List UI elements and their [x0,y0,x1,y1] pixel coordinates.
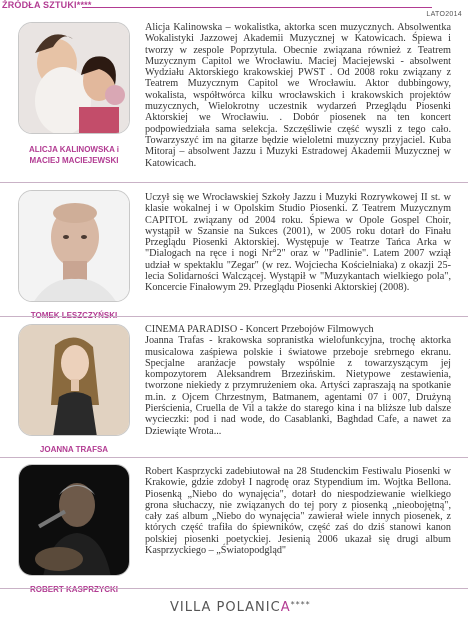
caption-line: TOMEK LESZCZYŃSKI [30,311,118,320]
entry-divider [0,457,468,458]
section-title: ŹRÓDŁA SZTUKI**** [2,0,92,10]
entry-divider [0,316,468,317]
caption-line: ALICJA KALINOWSKA i [28,145,120,154]
artist-caption [18,144,130,166]
header-divider [82,7,432,8]
artist-photo [18,190,130,302]
caption-line: JOANNA TRAFSA [39,445,109,454]
artist-bio: Alicja Kalinowska – wokalistka, aktorka scen muzycznych. Absolwentka Wokalistyki Jazzowej Akademii Muzycznej w Katowicach. Śpiewa i tworzy w zespole Poprzytula. Obecnie związana również z Teatrem Muzycznym Capitol we Wrocławiu. Maciej Maciejewski - absolwent Wydziału Aktorskiego krakowskiej PWST . Od 2008 roku związany z Teatrem Muzycznym Capitol we Wrocławiu. Aktor dubbingowy, wokalista, współtwórca kilku wrocławskich i krakowskich projektów muzycznych, Wielokrotny uczestnik wydarzeń Przeglądu Piosenki Aktorskiej we Wrocławiu. . Dobór piosenek na ten koncert podpowiedziała sama selekcja. Szczęśliwie część wyszli z tego cało. Towarzyszyć im na gitarze będzie wieloletni muzyczny przyjaciel. Kuba Mitoraj – absolwent Jazzu i Muzyki Estradowej Akademii Muzycznej w Katowicach. [145,22,451,169]
artist-caption [18,584,130,595]
artist-photo [18,464,130,576]
page-header [0,0,468,18]
logo-accent: A [280,600,291,615]
artist-bio: Robert Kasprzycki zadebiutował na 28 Studenckim Festiwalu Piosenki w Krakowie, gdzie zdobył I nagrodę oraz Stypendium im. Wojtka Bellona. Piosenką „Niebo do wynajęcia", dotarł do niespodziewanie wielkiego grona słuchaczy, nie związanych do tej pory z piosenką „nieobojętną", cały zaś album „Niebo do wynajęcia" zawierał wiele innych piosenek, z których część trafiła do śpiewników, część zaś do dziś stanowi kanon polskiej piosenki poetyckiej. Jesienią 2006 ukazał się drugi album Kasprzyckiego – „Światopodgląd" [145,466,451,557]
entry-divider [0,182,468,183]
artist-photo [18,324,130,436]
artist-photo-block [18,464,130,595]
caption-line: ROBERT KASPRZYCKI [29,585,118,594]
villa-polanica-logo [170,600,311,615]
logo-text: VILLA POLANIC [170,600,281,615]
artist-bio: Uczył się we Wrocławskiej Szkoły Jazzu i Muzyki Rozrywkowej II st. w klasie wokalnej i w Opolskim Studio Piosenki. Z Teatrem Muzycznym CAPITOL związany od 2004 roku. Śpiewa w Opole Gospel Choir, wystąpił w Szansie na Sukces (2001), w 2005 roku dotarł do Finału Przeglądu Piosenki Aktorskiej. Występuje w Teatrze Tańca Arka w "Dialogach na ręce i nogi Nr°2" oraz w "Padlinie". Latem 2007 wziął udział w spektaklu "Zegar" (w rez. Wojciecha Kościelniaka) z okazji 25-lecia Solidarności Walczącej. Wystąpił w "Muzykantach wielkiego pola", Koncercie Finałowym 29. Przeglądu Piosenki Aktorskiej (2008). [145,192,451,294]
artist-photo-block [18,22,130,166]
artist-photo-block [18,324,130,455]
artist-bio-block [145,324,451,437]
logo-stars: **** [290,600,311,609]
concert-title: CINEMA PARADISO - Koncert Przebojów Filmowych [145,324,374,335]
artist-bio: Joanna Trafas - krakowska sopranistka wielofunkcyjna, trochę aktorka musicalowa zaśpiewa polskie i światowe przeboje srebrnego ekranu. Specjalne aranżacje powstały wspólnie z towarzyszącym jej kompozytorem Aleksandrem Brzezińskim. Nietypowe zestawienia, tworzone niekiedy z przymrużeniem oka. Artyści zapraszają na spotkanie m.in. z Ojcem Chrzestnym, Batmanem, agentami 07 i 007, Drużyną Pierścienia, Cruella de Vil a także do starego kina i na bliższe lub dalsze wycieczki: pod i nad wode, do Casablanki, Baghdad Cafe, a nawet za Dziewiąte Wrota... [145,335,451,437]
footer-divider [0,588,468,589]
caption-line: MACIEJ MACIEJEWSKI [29,156,119,165]
artist-caption [18,444,130,455]
season-label: LATO2014 [426,11,462,18]
artist-photo-block [18,190,130,321]
artist-photo [18,22,130,134]
